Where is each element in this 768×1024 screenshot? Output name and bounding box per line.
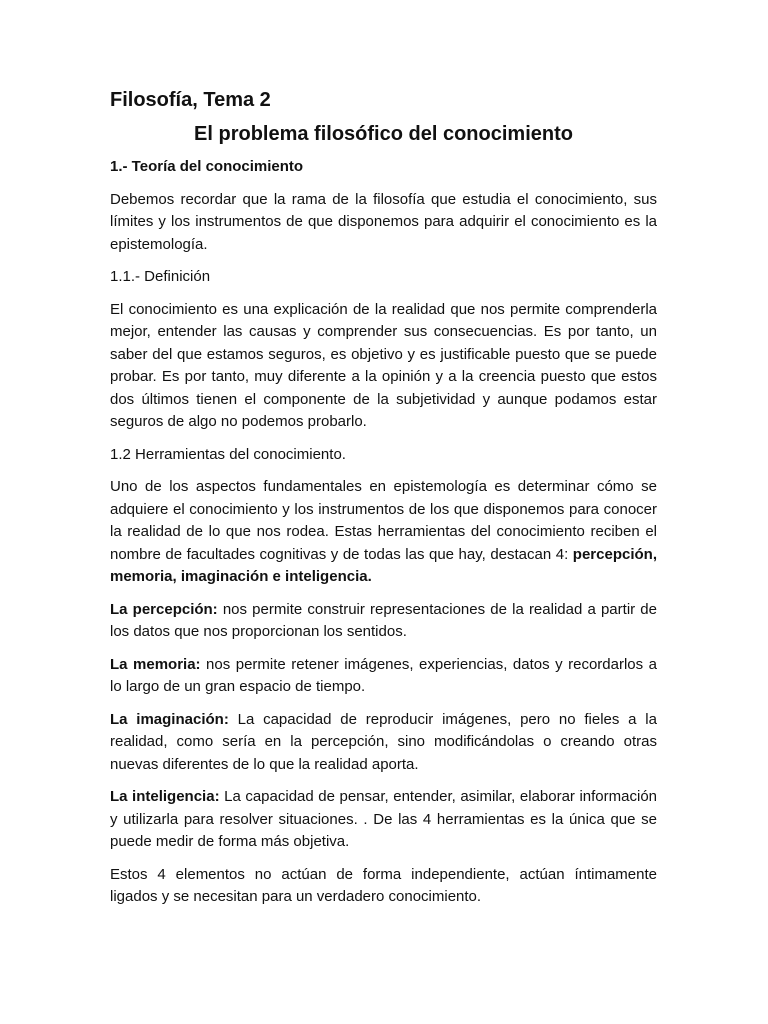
subsection-1-2-text-main: Uno de los aspectos fundamentales en epistemología es determinar cómo se adquiere el conocimiento y los instrumentos de los que disponemos para conocer la realidad de lo que nos rodea. Estas herramientas del conocimiento reciben el nombre de facultades cognitivas y de todas las que hay, destacan 4:: [110, 478, 657, 563]
subsection-heading-1-2: 1.2 Herramientas del conocimiento.: [110, 445, 346, 463]
faculty-memory: [110, 654, 657, 699]
document-title: Filosofía, Tema 2: [110, 89, 271, 111]
faculty-term: La memoria:: [110, 655, 201, 673]
faculty-imagination: [110, 709, 657, 777]
subsection-1-2-text: [110, 476, 657, 589]
faculty-perception: [110, 599, 657, 644]
document-page: [110, 86, 657, 919]
closing-paragraph: Estos 4 elementos no actúan de forma independiente, actúan íntimamente ligados y se necesitan para un verdadero conocimiento.: [110, 865, 657, 905]
faculty-term: La imaginación:: [110, 710, 229, 728]
subsection-heading-1-1: 1.1.- Definición: [110, 268, 211, 285]
subsection-1-2-text-bold: percepción, memoria, imaginación e inteligencia.: [110, 545, 657, 585]
document-subtitle: El problema filosófico del conocimiento: [194, 123, 573, 145]
faculty-intelligence: [110, 786, 657, 854]
faculty-term: La inteligencia:: [110, 788, 220, 805]
faculty-description: nos permite construir representaciones de la realidad a partir de los datos que nos proporcionan los sentidos.: [110, 600, 657, 640]
faculty-term: La percepción:: [110, 600, 218, 618]
faculty-description: La capacidad de reproducir imágenes, pero no fieles a la realidad, como sería en la percepción, sino modificándolas o creando otras nuevas diferentes de lo que la realidad aporta.: [110, 710, 657, 773]
faculty-description: La capacidad de pensar, entender, asimilar, elaborar información y utilizarla para resolver situaciones. . De las 4 herramientas es la única que se puede medir de forma más objetiva.: [110, 788, 658, 850]
faculty-description: nos permite retener imágenes, experiencias, datos y recordarlos a lo largo de un gran espacio de tiempo.: [110, 655, 658, 695]
subsection-1-1-text: El conocimiento es una explicación de la realidad que nos permite comprenderla mejor, entender las causas y comprender sus consecuencias. Es por tanto, un saber del que estamos seguros, es objetivo y es justificable puesto que se puede probar. Es por tanto, muy diferente a la opinión y a la creencia puesto que estos dos últimos tienen el componente de la subjetividad y aunque podamos estar seguros de algo no podemos probarlo.: [110, 300, 657, 430]
section-heading-1: 1.- Teoría del conocimiento: [110, 158, 304, 175]
section-1-intro: Debemos recordar que la rama de la filosofía que estudia el conocimiento, sus límites y los instrumentos de que disponemos para adquirir el conocimiento es la epistemología.: [110, 190, 657, 253]
